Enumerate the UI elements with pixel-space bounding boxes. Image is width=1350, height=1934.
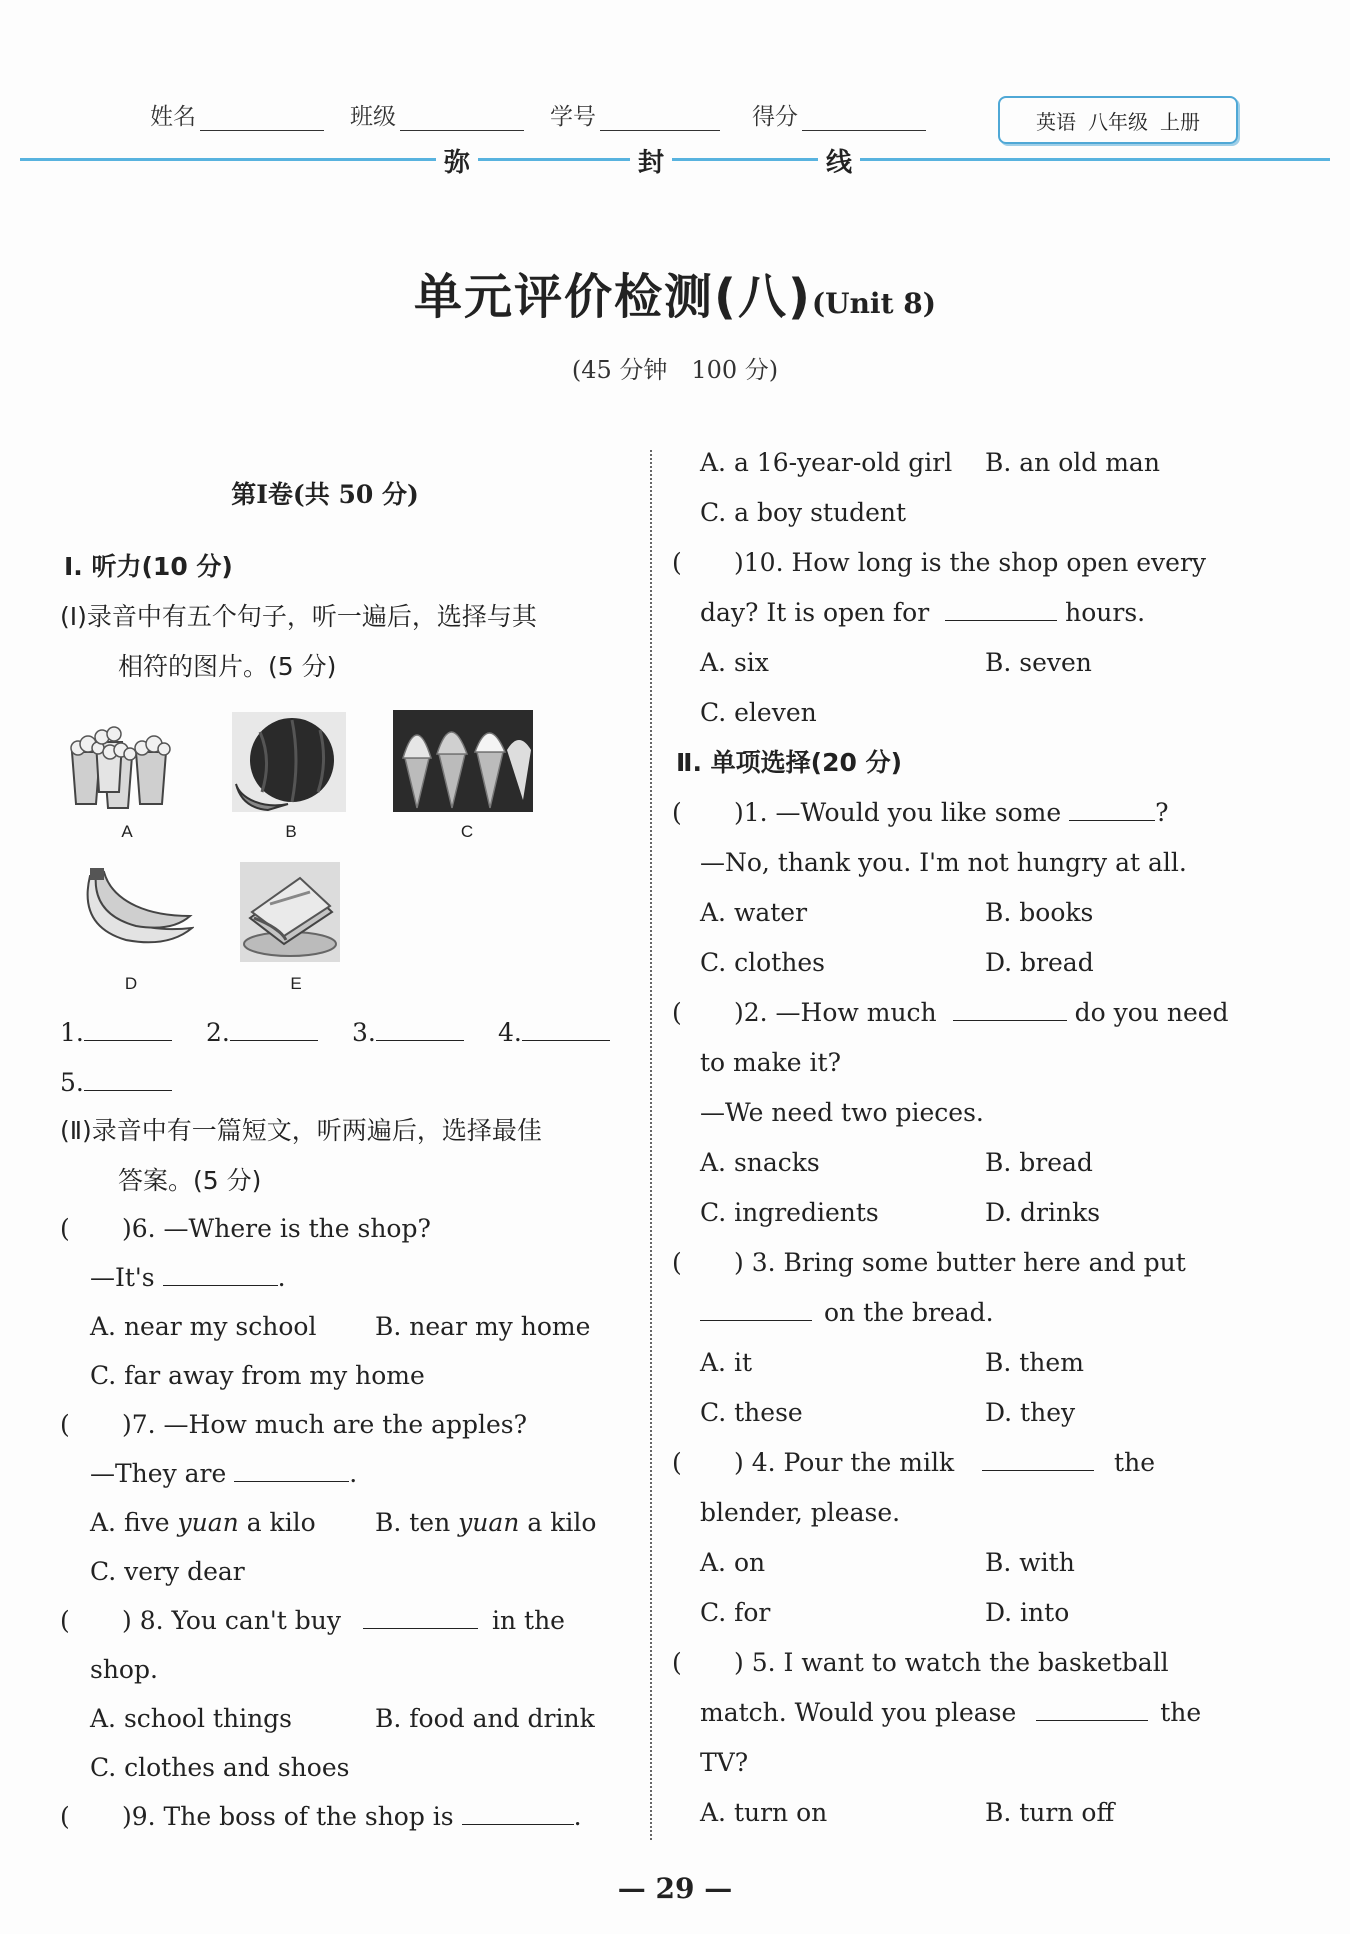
volume-heading: 第Ⅰ卷(共 50 分) xyxy=(231,480,419,509)
question-10-option-a[interactable]: A. six xyxy=(700,648,769,677)
question-7-stem: ( )7. —How much are the apples? xyxy=(60,1410,528,1439)
popcorn-icon xyxy=(66,712,184,812)
grade-label: 八年级 xyxy=(1088,109,1148,134)
mc-question-5-option-b[interactable]: B. turn off xyxy=(985,1798,1115,1827)
mc-question-2-option-c[interactable]: C. ingredients xyxy=(700,1198,879,1227)
student-number-field[interactable]: 学号 xyxy=(550,98,720,131)
mc-question-5-blank[interactable] xyxy=(1036,1698,1148,1721)
question-6-blank[interactable] xyxy=(163,1263,278,1286)
answer-blank-5[interactable]: 5. xyxy=(60,1068,172,1098)
listening-part1-instruction: (Ⅰ)录音中有五个句子，听一遍后，选择与其 xyxy=(60,602,537,631)
mc-question-5-stem: ( ) 5. I want to watch the basketball xyxy=(672,1648,1169,1677)
seal-char-1: 弥 xyxy=(436,142,478,179)
exam-time-score: (45 分钟 100 分) xyxy=(571,356,779,384)
question-8-option-b[interactable]: B. food and drink xyxy=(375,1704,595,1733)
mc-question-2-option-d[interactable]: D. drinks xyxy=(985,1198,1101,1227)
question-8-blank[interactable] xyxy=(363,1606,478,1629)
question-7-option-a[interactable]: A. five yuan a kilo xyxy=(90,1508,316,1537)
question-10-stem-cont: day? It is open for hours. xyxy=(700,598,1146,627)
mc-question-4-option-a[interactable]: A. on xyxy=(700,1548,766,1577)
question-7-option-c[interactable]: C. very dear xyxy=(90,1557,245,1586)
mc-question-3-option-d[interactable]: D. they xyxy=(985,1398,1076,1427)
mc-question-4-blank[interactable] xyxy=(982,1448,1094,1471)
page-title xyxy=(0,258,1350,327)
title-main: 单元评价检测(八) xyxy=(414,269,812,325)
picture-label-e: E xyxy=(290,974,302,993)
mc-question-3-option-b[interactable]: B. them xyxy=(985,1348,1084,1377)
mc-question-1-response: —No, thank you. I'm not hungry at all. xyxy=(700,848,1187,877)
mc-question-2-option-b[interactable]: B. bread xyxy=(985,1148,1093,1177)
question-10-option-c[interactable]: C. eleven xyxy=(700,698,817,727)
mc-question-1-option-d[interactable]: D. bread xyxy=(985,948,1094,977)
picture-label-b: B xyxy=(285,822,297,841)
mc-question-4-stem: ( ) 4. Pour the milk the xyxy=(672,1448,1155,1477)
mc-question-2-blank[interactable] xyxy=(953,998,1067,1021)
question-6-option-c[interactable]: C. far away from my home xyxy=(90,1361,425,1390)
answer-blank-3[interactable]: 3. xyxy=(352,1018,464,1048)
picture-label-c: C xyxy=(460,822,474,841)
question-8-option-c[interactable]: C. clothes and shoes xyxy=(90,1753,350,1782)
listening-part1-instruction-cont: 相符的图片。(5 分) xyxy=(118,652,337,681)
mc-question-4-option-b[interactable]: B. with xyxy=(985,1548,1075,1577)
question-7-response: —They are . xyxy=(90,1459,358,1488)
title-unit: (Unit 8) xyxy=(811,287,936,320)
sandwich-icon xyxy=(240,862,340,962)
question-10-blank[interactable] xyxy=(945,598,1057,621)
mc-question-5-stem-cont: match. Would you please the xyxy=(700,1698,1202,1727)
question-6-stem: ( )6. —Where is the shop? xyxy=(60,1214,431,1243)
question-9-stem: ( )9. The boss of the shop is . xyxy=(60,1802,582,1831)
mc-question-2-option-a[interactable]: A. snacks xyxy=(700,1148,820,1177)
mc-question-1-stem: ( )1. —Would you like some ? xyxy=(672,798,1169,827)
seal-char-2: 封 xyxy=(630,142,672,179)
mc-question-4-stem-cont: blender, please. xyxy=(700,1498,901,1527)
subject-label: 英语 xyxy=(1036,109,1076,134)
question-8-option-a[interactable]: A. school things xyxy=(90,1704,293,1733)
seal-char-3: 线 xyxy=(818,142,860,179)
mc-question-3-option-c[interactable]: C. these xyxy=(700,1398,803,1427)
answer-blank-4[interactable]: 4. xyxy=(498,1018,610,1048)
question-7-blank[interactable] xyxy=(234,1459,349,1482)
class-field[interactable]: 班级 xyxy=(350,98,524,131)
question-10-option-b[interactable]: B. seven xyxy=(985,648,1092,677)
section-single-choice-heading: Ⅱ. 单项选择(20 分) xyxy=(676,748,903,777)
question-9-option-c[interactable]: C. a boy student xyxy=(700,498,907,527)
question-6-option-a[interactable]: A. near my school xyxy=(90,1312,317,1341)
mc-question-2-stem-cont: to make it? xyxy=(700,1048,841,1077)
ice-cream-icon xyxy=(393,710,533,812)
question-9-blank[interactable] xyxy=(462,1802,574,1825)
mc-question-3-stem-cont: on the bread. xyxy=(700,1298,994,1328)
question-8-stem-cont: shop. xyxy=(90,1655,158,1684)
name-field[interactable]: 姓名 xyxy=(150,98,324,131)
banana-icon xyxy=(76,866,194,954)
mc-question-1-option-c[interactable]: C. clothes xyxy=(700,948,825,977)
mc-question-1-blank[interactable] xyxy=(1069,798,1155,821)
question-6-option-b[interactable]: B. near my home xyxy=(375,1312,591,1341)
mc-question-2-stem: ( )2. —How much do you need xyxy=(672,998,1229,1027)
question-9-option-b[interactable]: B. an old man xyxy=(985,448,1160,477)
picture-label-a: A xyxy=(121,822,133,841)
question-9-option-a[interactable]: A. a 16-year-old girl xyxy=(700,448,953,477)
answer-blank-2[interactable]: 2. xyxy=(206,1018,318,1048)
listening-part2-instruction-cont: 答案。(5 分) xyxy=(118,1166,262,1195)
seal-line xyxy=(20,158,1330,161)
question-8-stem: ( ) 8. You can't buy in the xyxy=(60,1606,565,1635)
column-divider xyxy=(650,450,652,1840)
question-6-response: —It's . xyxy=(90,1263,286,1292)
score-field[interactable]: 得分 xyxy=(752,98,926,131)
page-number: — 29 — xyxy=(617,1872,733,1905)
watermelon-icon xyxy=(232,712,346,812)
mc-question-4-option-c[interactable]: C. for xyxy=(700,1598,771,1627)
answer-blank-1[interactable]: 1. xyxy=(60,1018,172,1048)
mc-question-1-option-a[interactable]: A. water xyxy=(700,898,808,927)
section-listening-heading: Ⅰ. 听力(10 分) xyxy=(64,552,233,581)
mc-question-4-option-d[interactable]: D. into xyxy=(985,1598,1070,1627)
subject-tag xyxy=(998,96,1238,144)
mc-question-5-stem-cont2: TV? xyxy=(700,1748,749,1777)
question-7-option-b[interactable]: B. ten yuan a kilo xyxy=(375,1508,597,1537)
mc-question-3-blank[interactable] xyxy=(700,1298,812,1321)
mc-question-3-stem: ( ) 3. Bring some butter here and put xyxy=(672,1248,1186,1277)
mc-question-5-option-a[interactable]: A. turn on xyxy=(700,1798,828,1827)
mc-question-2-response: —We need two pieces. xyxy=(700,1098,984,1127)
listening-part2-instruction: (Ⅱ)录音中有一篇短文，听两遍后，选择最佳 xyxy=(60,1116,542,1145)
picture-label-d: D xyxy=(124,974,138,993)
mc-question-3-option-a[interactable]: A. it xyxy=(700,1348,752,1377)
mc-question-1-option-b[interactable]: B. books xyxy=(985,898,1094,927)
question-10-stem: ( )10. How long is the shop open every xyxy=(672,548,1207,577)
term-label: 上册 xyxy=(1160,109,1200,134)
